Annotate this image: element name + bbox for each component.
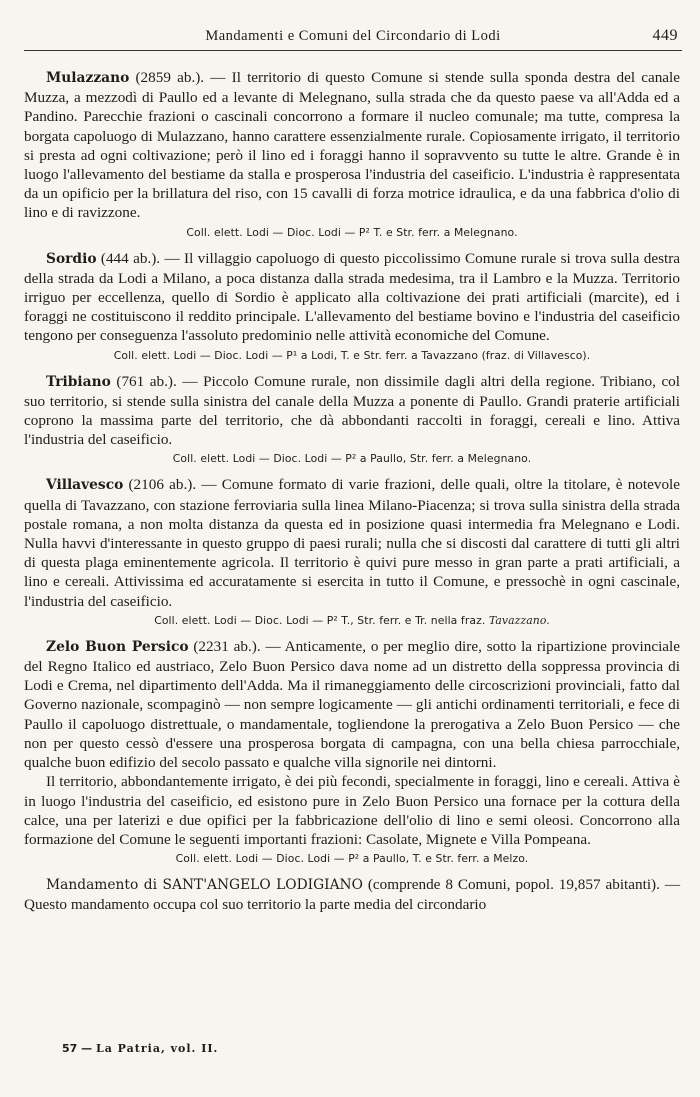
entry-note-italic: Tavazzano. xyxy=(488,613,550,627)
running-title: Mandamenti e Comuni del Circondario di Lodi xyxy=(205,28,501,44)
entry-zelo-buon-persico xyxy=(24,637,680,866)
entry-note xyxy=(24,613,680,628)
entry-tribiano xyxy=(24,372,680,467)
entry-paragraph xyxy=(24,637,680,772)
entry-villavesco xyxy=(24,475,680,627)
text-body xyxy=(24,68,680,915)
mandamento-paragraph xyxy=(24,875,680,914)
entry-text: (761 ab.). — Piccolo Comune rurale, non dissimile dagli altri della regione. Tribiano, col suo territorio, si stende sulla sinistra del canale della Muzza a ponente di Paullo. Grandi praterie artificiali coprono la massima parte del territorio, che dà abbondanti raccolti in foraggi, cereali e lino. Attiva l'industria del caseificio. xyxy=(24,372,680,449)
page-number: 449 xyxy=(652,27,678,44)
entry-paragraph xyxy=(24,372,680,450)
entry-note: Coll. elett. Lodi — Dioc. Lodi — P² a Paullo, T. e Str. ferr. a Melzo. xyxy=(175,852,529,866)
entry-note-text: Coll. elett. Lodi — Dioc. Lodi — P² T., Str. ferr. e Tr. nella fraz. xyxy=(154,613,486,627)
commune-name: Mulazzano xyxy=(46,70,130,86)
mandamento-section xyxy=(24,875,680,914)
commune-name: Zelo Buon Persico xyxy=(46,638,189,655)
commune-name: Sordio xyxy=(46,250,97,267)
entry-paragraph xyxy=(24,249,680,346)
entry-note: Coll. elett. Lodi — Dioc. Lodi — P² T. e Str. ferr. a Melegnano. xyxy=(186,225,518,239)
mandamento-name: Mandamento di SANT'ANGELO LODIGIANO xyxy=(46,877,363,894)
footer-signature xyxy=(62,1042,218,1055)
entry-paragraph xyxy=(24,68,680,223)
entry-note: Coll. elett. Lodi — Dioc. Lodi — P¹ a Lodi, T. e Str. ferr. a Tavazzano (fraz. di Villavesco). xyxy=(113,348,591,362)
commune-name: Tribiano xyxy=(46,373,111,390)
signature-number: 57 — xyxy=(62,1042,93,1055)
entry-text: (2106 ab.). — Comune formato di varie frazioni, delle quali, oltre la titolare, è notevole quella di Tavazzano, con stazione ferroviaria sulla linea Milano-Piacenza; si trova sulla sinistra della strada postale romana, a non molta distanza da questa ed in posizione quasi intermedia fra Melegnano e Lodi. Nulla havvi d'interessante in questo gruppo di paesi rurali; nulla che si discosti dal carattere di tutti gli altri di questa plaga eminentemente agricola. Il territorio è quivi pure messo in gran parte a prati artificiali, a lino e cereali. Attivissima ed accuratamente si esercita in tutto il Comune, e pressochè in ogni cascinale, l'industria del caseificio. xyxy=(24,476,680,610)
entry-paragraph-2: Il territorio, abbondantemente irrigato, è dei più fecondi, specialmente in foraggi, lino e cereali. Attiva è in luogo l'industria del caseificio, ed esistono pure in Zelo Buon Persico una fornace per la cottura della calce, una per laterizi e due opifici per la fabbricazione dell'olio di lino e semi oleosi. Concorrono alla formazione del Comune le seguenti importanti frazioni: Casolate, Mignete e Villa Pompeana. xyxy=(24,773,680,848)
entry-text: (2859 ab.). — Il territorio di questo Comune si stende sulla sponda destra del canale Muzza, a mezzodì di Paullo ed a levante di Melegnano, sulla strada che da questo paese va all'Adda ed a Pandino. Parecchie frazioni o cascinali concorrono a formare il nucleo comunale; ma tutte, compresa la borgata capoluogo di Mulazzano, hanno carattere essenzialmente rurale. Copiosamente irrigato, il territorio si presta ad ogni coltivazione; però il lino ed i foraggi hanno il sopravvento su tutte le altre. Grande è in luogo l'allevamento del bestiame da stalla e prosperosa l'industria del caseificio. L'industria è rappresentata da un opificio per la brillatura del riso, con 15 cavalli di forza motrice idraulica, e da una fabbrica d'olio di lino e di ravizzone. xyxy=(24,69,680,222)
entry-mulazzano xyxy=(24,68,680,240)
entry-text: (444 ab.). — Il villaggio capoluogo di questo piccolissimo Comune rurale si trova sulla destra della strada da Lodi a Milano, a poca distanza dalla strada medesima, tra il Lambro e la Muzza. Territorio irriguo per eccellenza, quello di Sordio è applicato alla coltivazione dei prati artificiali (marcite), ed i foraggi ne costituiscono il reddito principale. L'allevamento del bestiame bovino e l'industria del caseificio tengono per conseguenza l'assoluto predominio nelle attività economiche del Comune. xyxy=(24,249,680,345)
entry-paragraph xyxy=(24,475,680,610)
mandamento-text: (comprende 8 Comuni, popol. 19,857 abitanti). — Questo mandamento occupa col suo territorio la parte media del circondario xyxy=(24,876,681,914)
commune-name: Villavesco xyxy=(46,477,124,494)
running-header xyxy=(24,26,682,51)
entry-sordio xyxy=(24,249,680,363)
entry-note: Coll. elett. Lodi — Dioc. Lodi — P² a Paullo, Str. ferr. a Melegnano. xyxy=(172,452,532,466)
publication-title: La Patria, vol. II. xyxy=(95,1042,219,1055)
entry-text: (2231 ab.). — Anticamente, o per meglio dire, sotto la ripartizione provinciale del Regno Italico ed austriaco, Zelo Buon Persico dava nome ad un distretto della soppressa provincia di Lodi e Crema, nel dipartimento dell'Adda. Ma il rimaneggiamento delle circoscrizioni provinciali, fatto dal Governo nazionale, scompaginò — non sempre logicamente — gli antichi ordinamenti territoriali, e fece di Paullo il capoluogo distrettuale, o mandamentale, togliendone la prerogativa a Zelo Buon Persico — che non per questo cessò d'essere una prosperosa borgata di campagna, con una bella chiesa parrocchiale, qualche buon edifizio del secolo passato e qualche villa signorile nei dintorni. xyxy=(24,637,680,772)
